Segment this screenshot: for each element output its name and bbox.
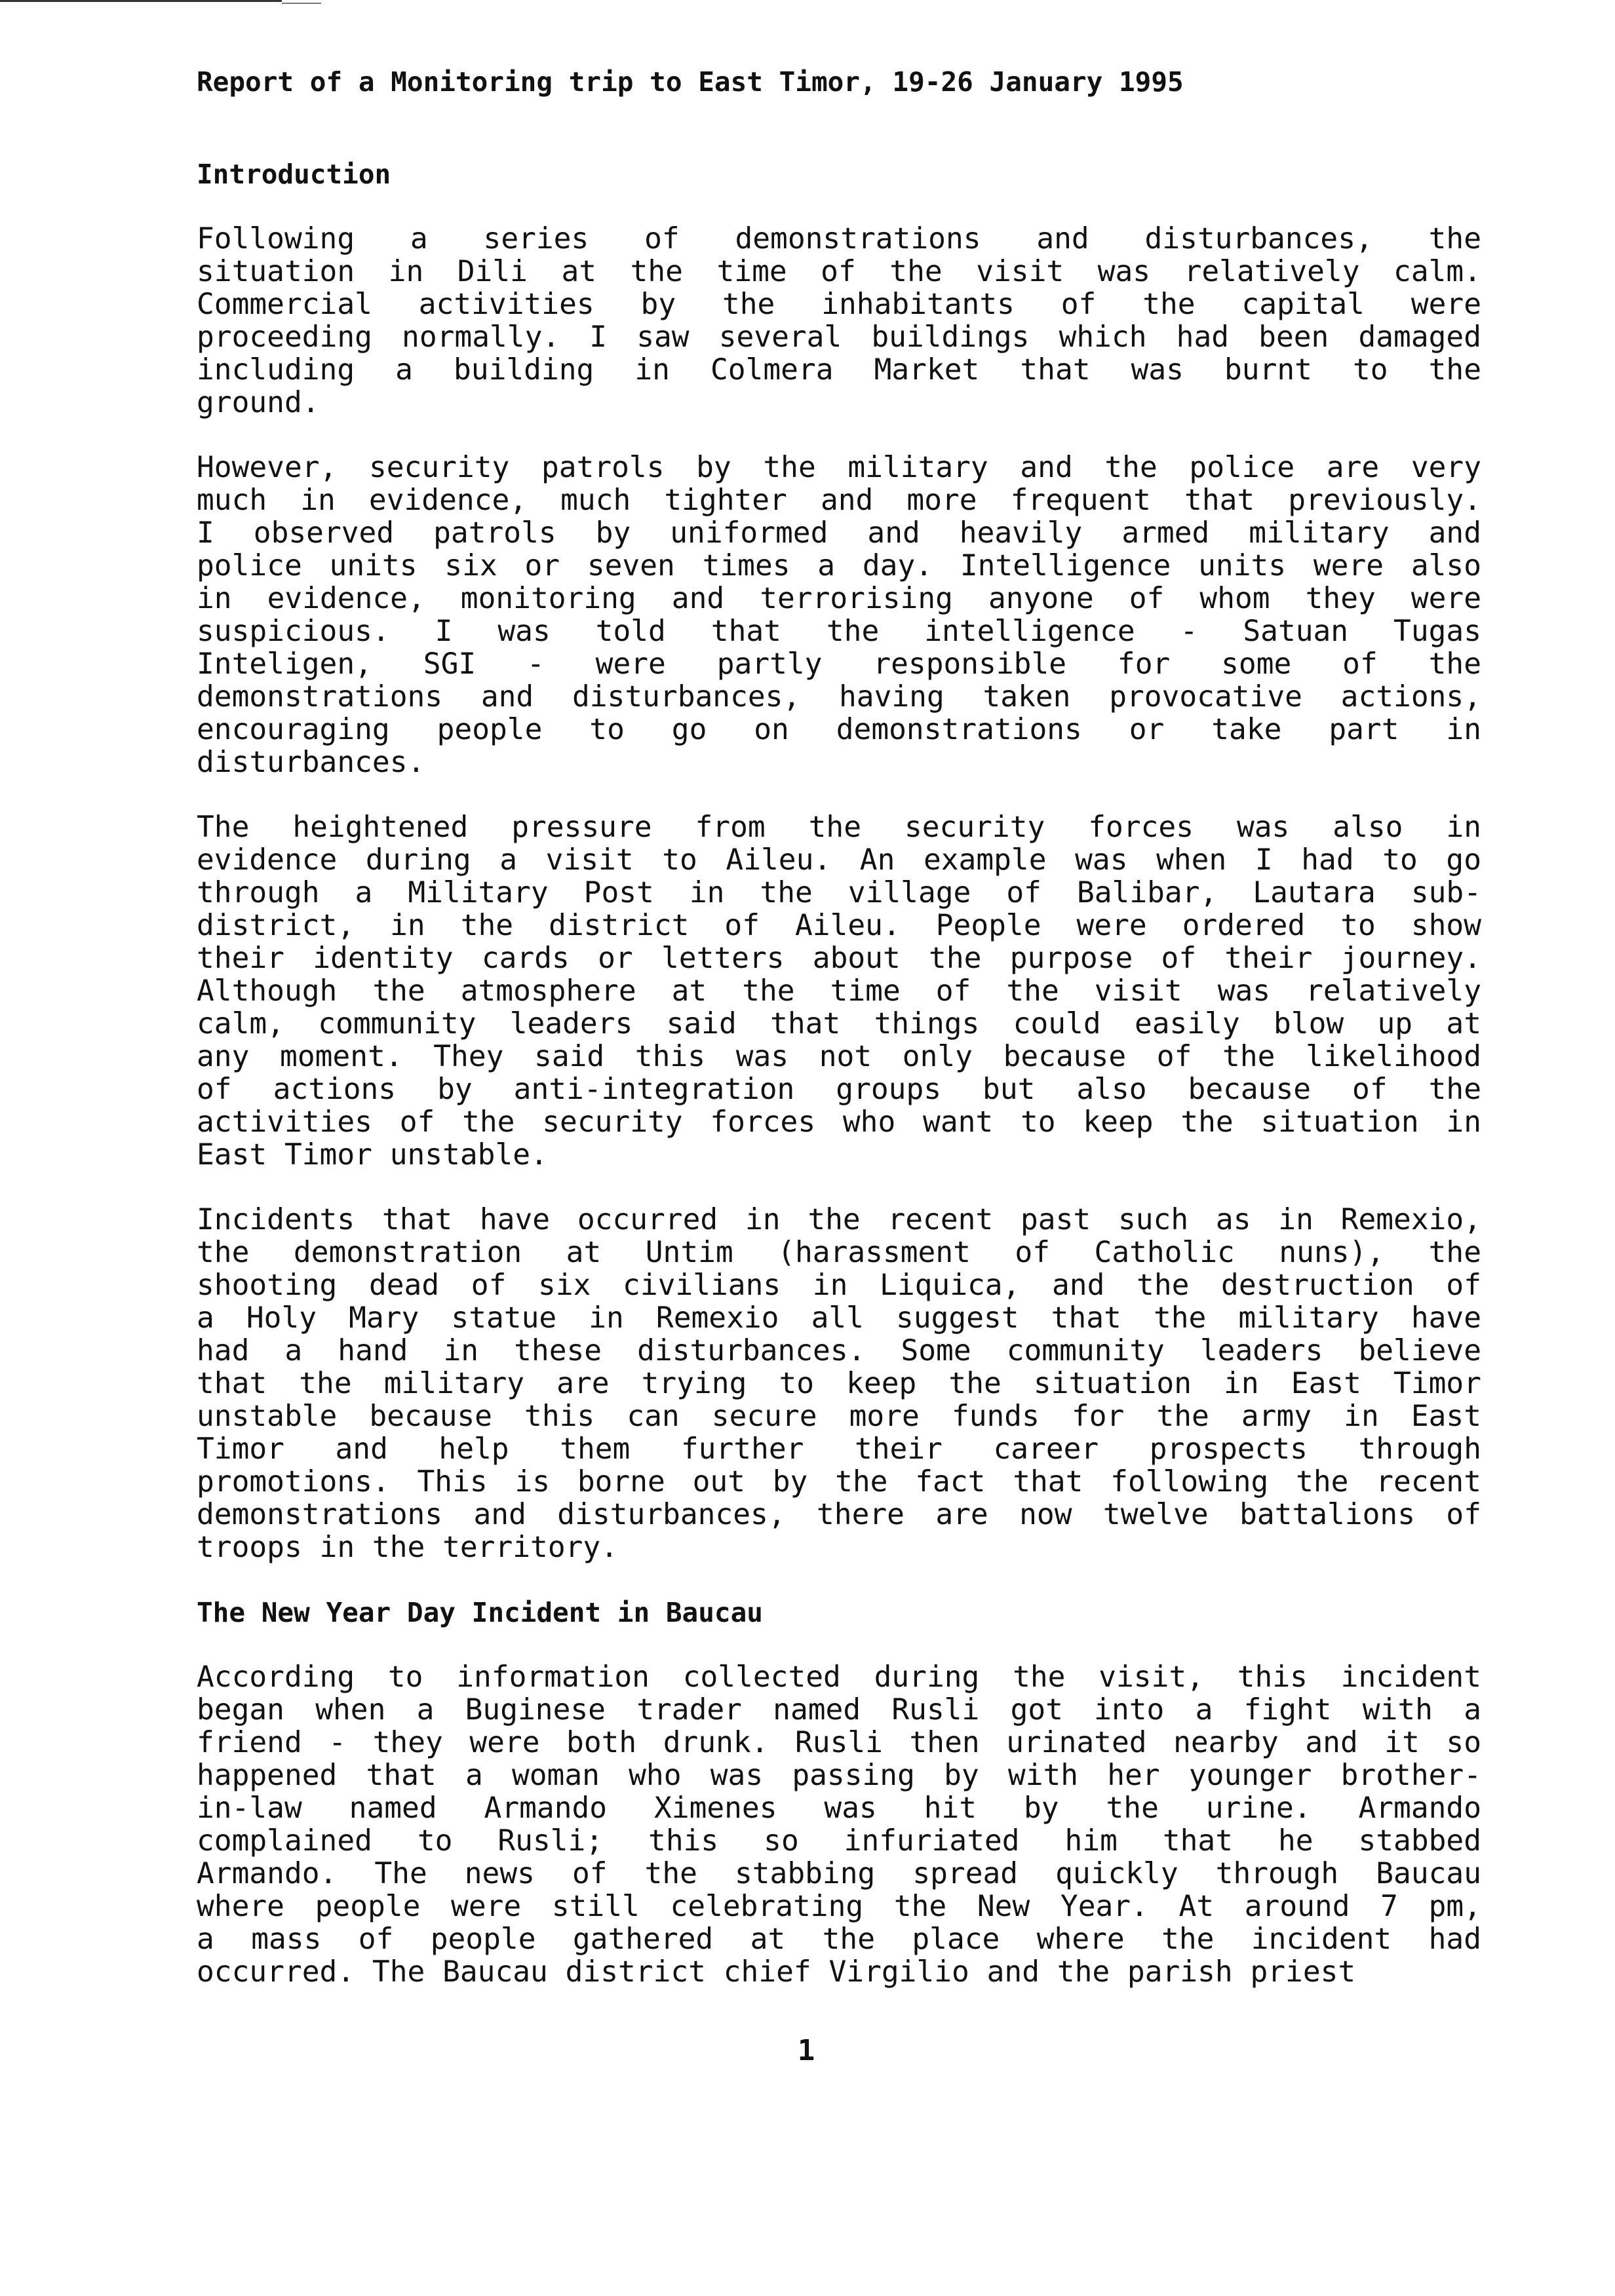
- text-line: evidence during a visit to Aileu. An example was when I had to go: [197, 843, 1481, 877]
- document-page: [197, 66, 1481, 2021]
- text-line: including a building in Colmera Market that was burnt to the: [197, 353, 1481, 387]
- paragraph: [197, 1661, 1481, 1989]
- text-line: Following a series of demonstrations and disturbances, the: [197, 222, 1481, 256]
- text-line: much in evidence, much tighter and more frequent that previously.: [197, 484, 1481, 517]
- text-line: Timor and help them further their career prospects through: [197, 1432, 1481, 1466]
- section-heading: The New Year Day Incident in Baucau: [197, 1597, 763, 1628]
- text-line: calm, community leaders said that things could easily blow up at: [197, 1007, 1481, 1041]
- text-line: began when a Buginese trader named Rusli got into a fight with a: [197, 1693, 1481, 1727]
- text-line: that the military are trying to keep the situation in East Timor: [197, 1367, 1481, 1400]
- text-line: a mass of people gathered at the place where the incident had: [197, 1923, 1481, 1956]
- text-line: their identity cards or letters about the purpose of their journey.: [197, 942, 1481, 975]
- text-line: complained to Rusli; this so infuriated him that he stabbed: [197, 1824, 1481, 1858]
- paragraph: [197, 223, 1481, 419]
- text-line: demonstrations and disturbances, having taken provocative actions,: [197, 680, 1481, 714]
- text-line: unstable because this can secure more funds for the army in East: [197, 1400, 1481, 1433]
- text-line: through a Military Post in the village of Balibar, Lautara sub-: [197, 876, 1481, 909]
- text-line: Armando. The news of the stabbing spread quickly through Baucau: [197, 1857, 1481, 1890]
- text-line: suspicious. I was told that the intelligence - Satuan Tugas: [197, 615, 1481, 648]
- text-line: had a hand in these disturbances. Some community leaders believe: [197, 1334, 1481, 1368]
- text-line: happened that a woman who was passing by with her younger brother-: [197, 1759, 1481, 1792]
- text-line: The heightened pressure from the security forces was also in: [197, 811, 1481, 844]
- document-body: [197, 158, 1481, 1989]
- text-line: Although the atmosphere at the time of the visit was relatively: [197, 974, 1481, 1008]
- text-line: situation in Dili at the time of the visit was relatively calm.: [197, 255, 1481, 288]
- paragraph: [197, 1204, 1481, 1564]
- document-title: Report of a Monitoring trip to East Timor, 19-26 January 1995: [197, 66, 1184, 98]
- text-line: where people were still celebrating the New Year. At around 7 pm,: [197, 1890, 1481, 1923]
- text-line: East Timor unstable.: [197, 1138, 548, 1172]
- page-number: 1: [797, 2034, 815, 2067]
- text-line: in-law named Armando Ximenes was hit by the urine. Armando: [197, 1791, 1481, 1825]
- text-line: proceeding normally. I saw several buildings which had been damaged: [197, 320, 1481, 354]
- paragraph: [197, 451, 1481, 779]
- text-line: I observed patrols by uniformed and heavily armed military and: [197, 516, 1481, 550]
- text-line: encouraging people to go on demonstrations or take part in: [197, 713, 1481, 746]
- text-line: disturbances.: [197, 746, 425, 779]
- text-line: a Holy Mary statue in Remexio all suggest that the military have: [197, 1301, 1481, 1335]
- text-line: ground.: [197, 386, 320, 419]
- text-line: district, in the district of Aileu. People were ordered to show: [197, 909, 1481, 942]
- text-line: demonstrations and disturbances, there are now twelve battalions of: [197, 1498, 1481, 1531]
- text-line: promotions. This is borne out by the fact that following the recent: [197, 1465, 1481, 1499]
- text-line: shooting dead of six civilians in Liquica, and the destruction of: [197, 1269, 1481, 1302]
- text-line: friend - they were both drunk. Rusli then urinated nearby and it so: [197, 1726, 1481, 1759]
- text-line: troops in the territory.: [197, 1531, 618, 1564]
- text-line: activities of the security forces who want to keep the situation in: [197, 1105, 1481, 1139]
- text-line: the demonstration at Untim (harassment of Catholic nuns), the: [197, 1236, 1481, 1269]
- text-line: Incidents that have occurred in the recent past such as in Remexio,: [197, 1203, 1481, 1236]
- text-line: police units six or seven times a day. Intelligence units were also: [197, 549, 1481, 583]
- text-line: in evidence, monitoring and terrorising anyone of whom they were: [197, 582, 1481, 615]
- text-line: of actions by anti-integration groups but also because of the: [197, 1073, 1481, 1106]
- text-line: Commercial activities by the inhabitants of the capital were: [197, 288, 1481, 321]
- scan-edge-mark: [282, 3, 321, 4]
- text-line: occurred. The Baucau district chief Virgilio and the parish priest: [197, 1955, 1356, 1989]
- text-line: According to information collected during the visit, this incident: [197, 1660, 1481, 1694]
- text-line: However, security patrols by the military and the police are very: [197, 451, 1481, 484]
- paragraph: [197, 811, 1481, 1172]
- text-line: Inteligen, SGI - were partly responsible for some of the: [197, 647, 1481, 681]
- text-line: any moment. They said this was not only because of the likelihood: [197, 1040, 1481, 1073]
- scan-edge-mark: [0, 0, 282, 2]
- section-heading: Introduction: [197, 159, 391, 190]
